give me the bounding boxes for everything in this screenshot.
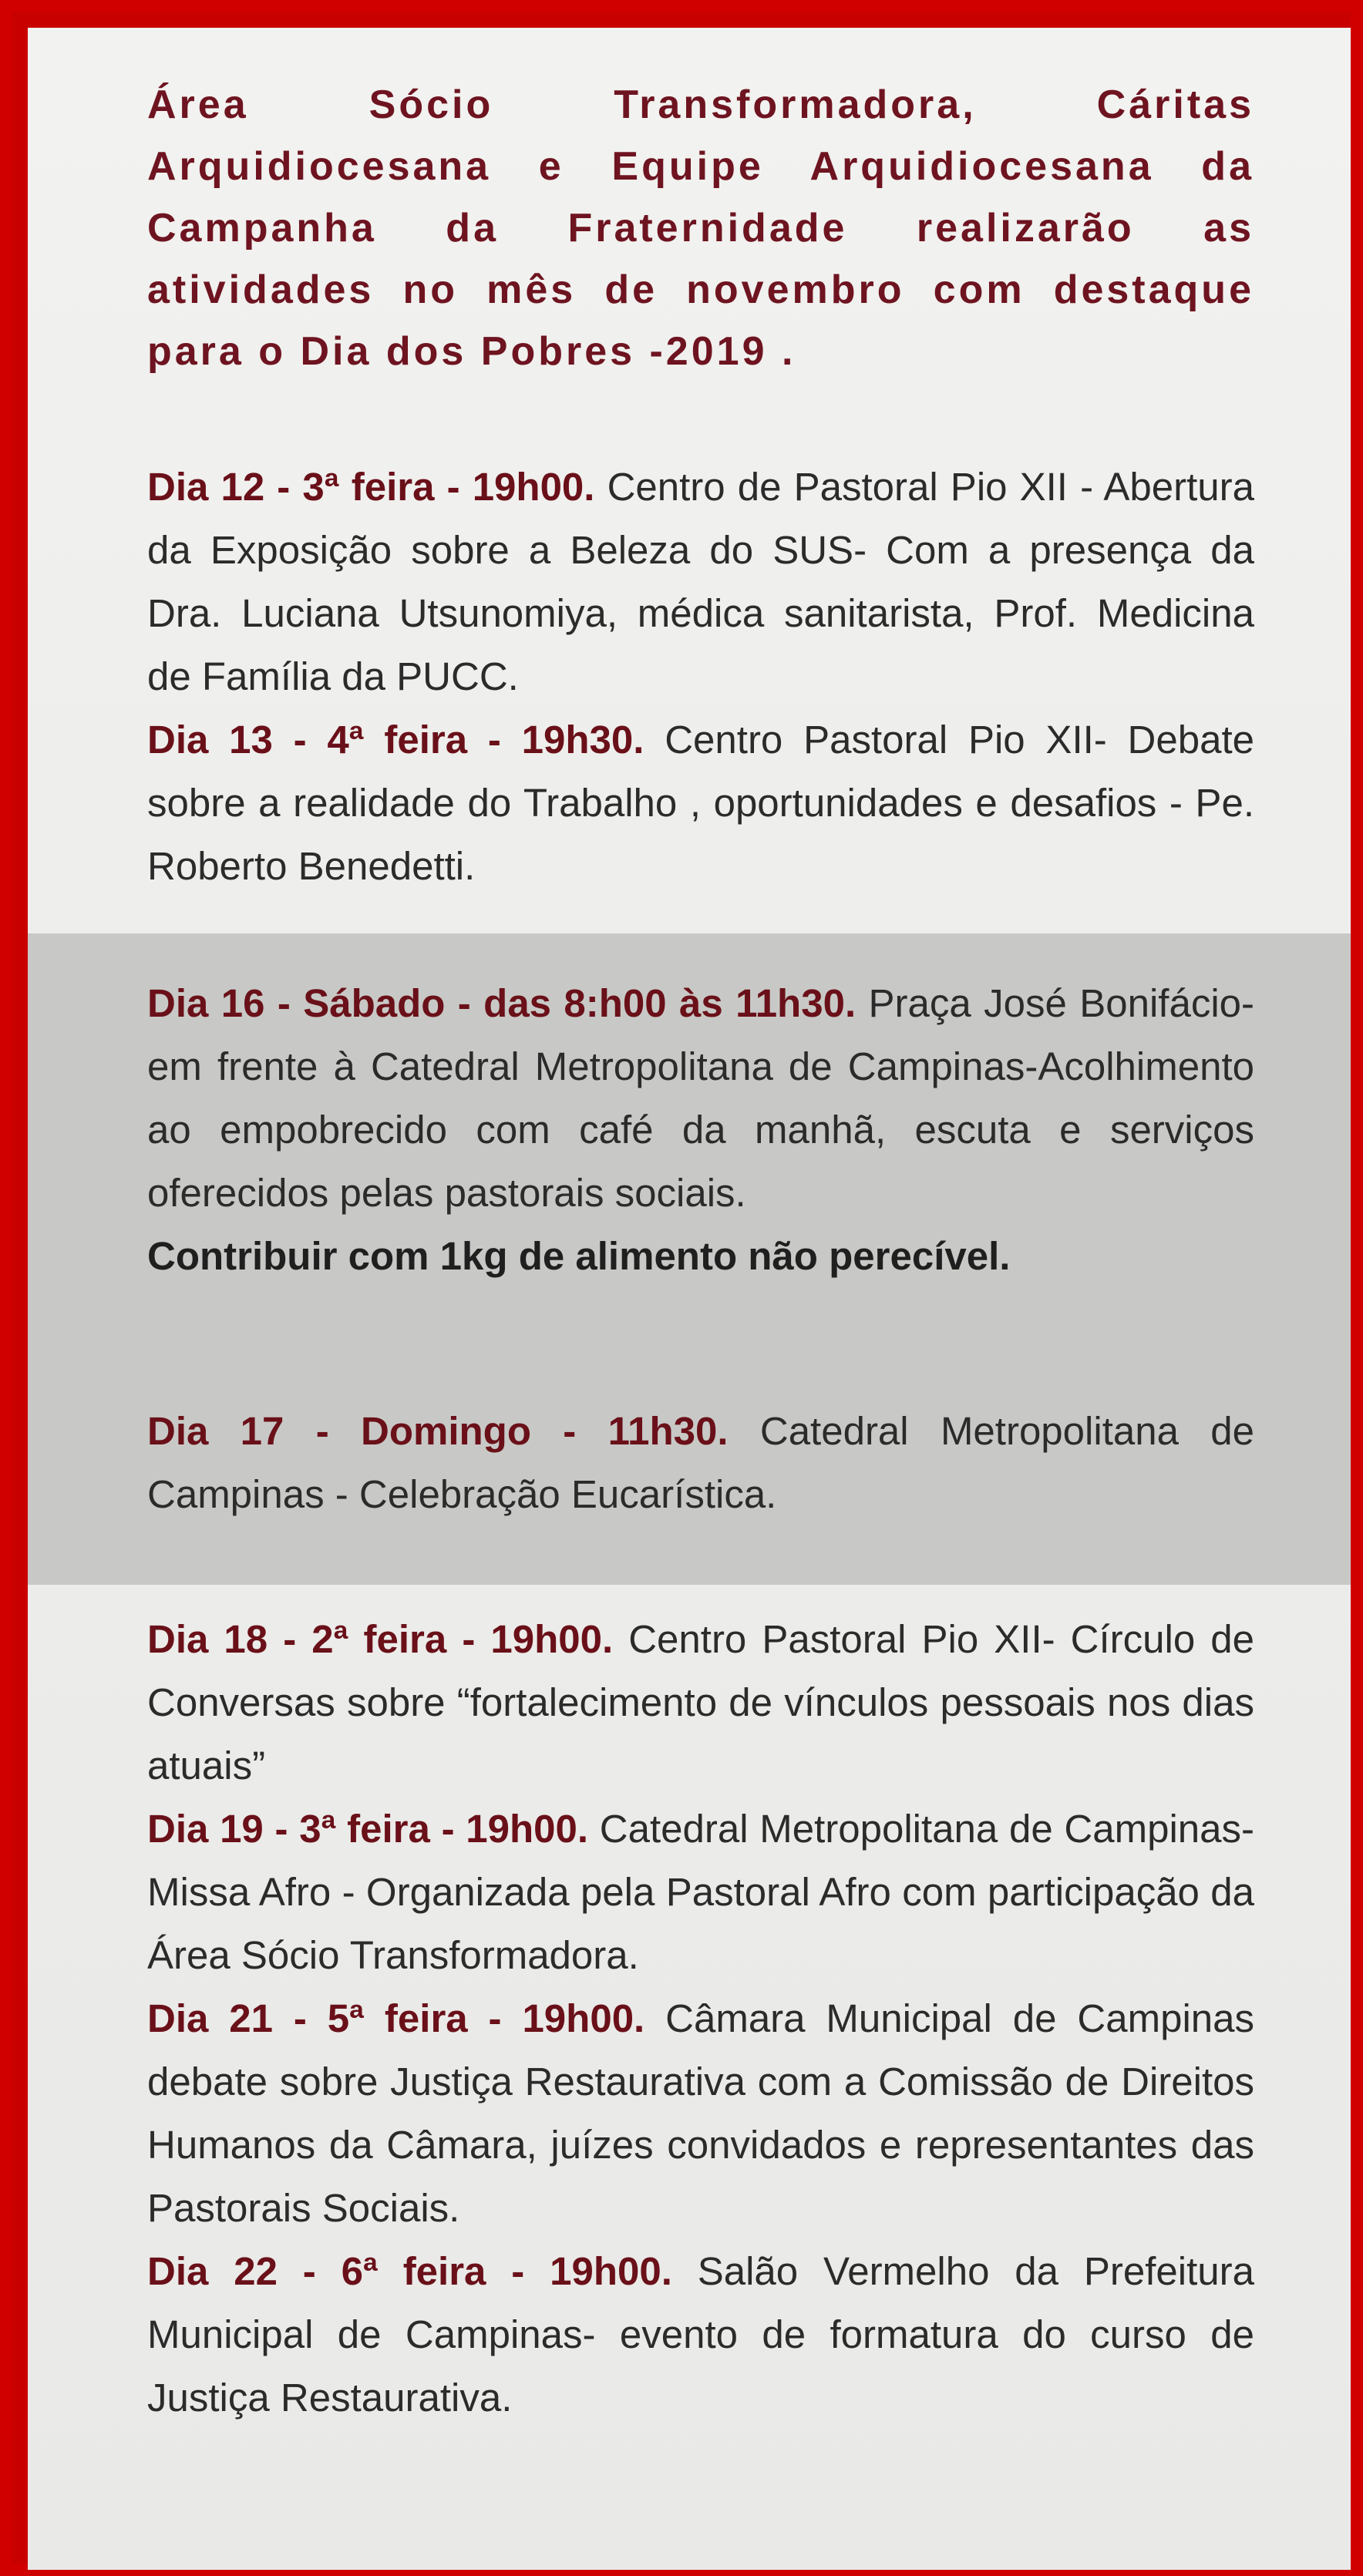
event-description: Catedral Metropolitana de Campinas- Missa Afro - Organizada pela Pastoral Afro com participação da Área Sócio Transformadora. [147, 1807, 1254, 1977]
event-item [147, 2240, 1254, 2430]
event-description: Câmara Municipal de Campinas debate sobre Justiça Restaurativa com a Comissão de Direitos Humanos da Câmara, juízes convidados e representantes das Pastorais Sociais. [147, 1996, 1254, 2230]
event-date: Dia 17 - Domingo - 11h30. [147, 1409, 729, 1453]
event-item [147, 1987, 1254, 2240]
event-description: Centro Pastoral Pio XII- Debate sobre a realidade do Trabalho , oportunidades e desafios - Pe. Roberto Benedetti. [147, 718, 1254, 888]
event-item [147, 1400, 1254, 1526]
intro-heading: Área Sócio Transformadora, Cáritas Arquidiocesana e Equipe Arquidiocesana da Campanha da Fraternidade realizarão as atividades no mês de novembro com destaque para o Dia dos Pobres -2019 . [147, 82, 1254, 374]
contribution-note: Contribuir com 1kg de alimento não perecível. [147, 1234, 1011, 1278]
events-section-3 [28, 1400, 1351, 1526]
event-date: Dia 19 - 3ª feira - 19h00. [147, 1807, 589, 1851]
events-section-1 [28, 456, 1351, 898]
event-date: Dia 21 - 5ª feira - 19h00. [147, 1996, 645, 2040]
event-item [147, 1608, 1254, 1797]
event-item [147, 708, 1254, 898]
events-section-4 [28, 1608, 1351, 2430]
event-description: Praça José Bonifácio- em frente à Catedral Metropolitana de Campinas-Acolhimento ao empobrecido com café da manhã, escuta e serviços oferecidos pelas pastorais sociais. [147, 981, 1254, 1215]
event-description: Centro Pastoral Pio XII- Círculo de Conversas sobre “fortalecimento de vínculos pessoais nos dias atuais” [147, 1617, 1254, 1787]
event-date: Dia 18 - 2ª feira - 19h00. [147, 1617, 614, 1661]
event-description: Catedral Metropolitana de Campinas - Celebração Eucarística. [147, 1409, 1254, 1516]
event-item [147, 972, 1254, 1225]
event-date: Dia 13 - 4ª feira - 19h30. [147, 718, 644, 762]
flyer-page [28, 28, 1351, 2570]
event-item [147, 1797, 1254, 1987]
event-date: Dia 12 - 3ª feira - 19h00. [147, 465, 595, 509]
event-item [147, 456, 1254, 708]
events-section-2 [28, 972, 1351, 1288]
event-date: Dia 22 - 6ª feira - 19h00. [147, 2249, 672, 2293]
event-description: Salão Vermelho da Prefeitura Municipal de Campinas- evento de formatura do curso de Justiça Restaurativa. [147, 2249, 1254, 2420]
event-date: Dia 16 - Sábado - das 8:h00 às 11h30. [147, 981, 857, 1025]
event-description: Centro de Pastoral Pio XII - Abertura da Exposição sobre a Beleza do SUS- Com a presença da Dra. Luciana Utsunomiya, médica sanitarista, Prof. Medicina de Família da PUCC. [147, 465, 1254, 698]
